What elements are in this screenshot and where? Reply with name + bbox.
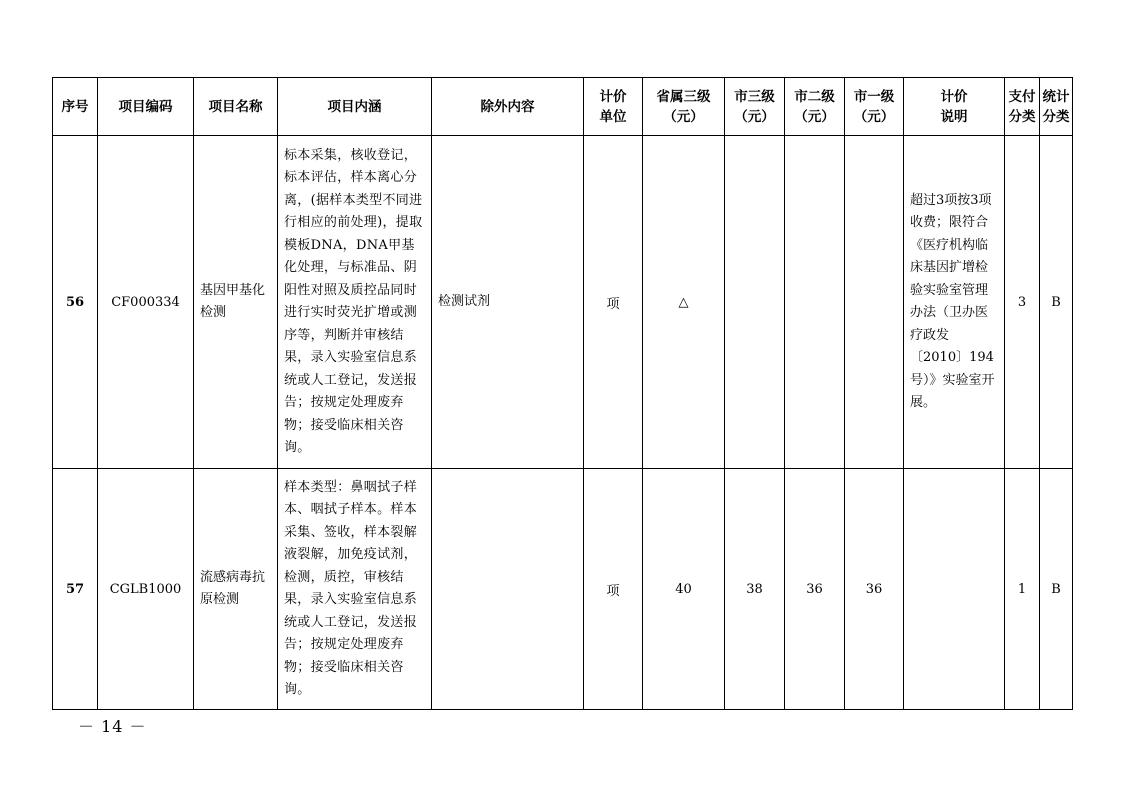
- header-city3-line1: 市三级: [734, 88, 775, 105]
- cell-content: 标本采集，核收登记，标本评估，样本离心分离，(据样本类型不同进行相应的前处理)，提取模板DNA，DNA甲基化处理，与标准品、阴阳性对照及质控品同时进行实时荧光扩增或测序等，判断并审核结果，录入实验室信息系统或人工登记，发送报告；按规定处理废弃物；接受临床相关咨询。: [278, 136, 432, 469]
- header-city3-line2: （元）: [734, 108, 775, 125]
- cell-seq: 57: [53, 469, 98, 710]
- table-header: [53, 78, 1073, 136]
- header-prov: [643, 78, 725, 136]
- cell-stat: B: [1040, 136, 1073, 469]
- header-stat: [1040, 78, 1073, 136]
- header-pay: [1005, 78, 1040, 136]
- header-pay-line1: 支付: [1008, 88, 1036, 105]
- header-city1: [845, 78, 904, 136]
- header-stat-line1: 统计: [1042, 88, 1070, 105]
- header-excluded: 除外内容: [432, 78, 584, 136]
- header-pay-line2: 分类: [1008, 108, 1036, 125]
- cell-prov: △: [643, 136, 725, 469]
- cell-city3: [725, 136, 785, 469]
- cell-city1: [845, 136, 904, 469]
- header-code: 项目编码: [98, 78, 194, 136]
- table-row: [53, 136, 1073, 469]
- header-city2: [785, 78, 845, 136]
- header-prov-line2: （元）: [663, 108, 704, 125]
- cell-city2: 36: [785, 469, 845, 710]
- cell-pay: 3: [1005, 136, 1040, 469]
- header-name: 项目名称: [194, 78, 278, 136]
- header-note-line1: 计价: [940, 88, 968, 105]
- cell-code: CF000334: [98, 136, 194, 469]
- page-number: － 14 －: [78, 717, 147, 736]
- cell-content: 样本类型：鼻咽拭子样本、咽拭子样本。样本采集、签收，样本裂解液裂解，加免疫试剂，检测，质控，审核结果，录入实验室信息系统或人工登记，发送报告；按规定处理废弃物；接受临床相关咨询。: [278, 469, 432, 710]
- cell-unit: 项: [584, 136, 643, 469]
- header-seq: 序号: [53, 78, 98, 136]
- header-unit-line2: 单位: [599, 108, 627, 125]
- cell-pay: 1: [1005, 469, 1040, 710]
- cell-excluded: 检测试剂: [432, 136, 584, 469]
- header-note: [904, 78, 1005, 136]
- cell-note: [904, 469, 1005, 710]
- header-unit-line1: 计价: [599, 88, 627, 105]
- header-city3: [725, 78, 785, 136]
- header-unit: [584, 78, 643, 136]
- header-stat-line2: 分类: [1042, 108, 1070, 125]
- cell-city2: [785, 136, 845, 469]
- header-city1-line1: 市一级: [853, 88, 895, 105]
- pricing-table: [52, 77, 1073, 710]
- cell-excluded: [432, 469, 584, 710]
- cell-note: 超过3项按3项收费；限符合《医疗机构临床基因扩增检验实验室管理办法（卫办医疗政发〔2010〕194号）》实验室开展。: [904, 136, 1005, 469]
- cell-city1: 36: [845, 469, 904, 710]
- header-content: 项目内涵: [278, 78, 432, 136]
- header-city1-line2: （元）: [853, 108, 895, 125]
- cell-name: 流感病毒抗原检测: [194, 469, 278, 710]
- header-city2-line1: 市二级: [794, 88, 835, 105]
- cell-unit: 项: [584, 469, 643, 710]
- header-note-line2: 说明: [940, 108, 968, 125]
- table-row: [53, 469, 1073, 710]
- header-city2-line2: （元）: [794, 108, 835, 125]
- cell-code: CGLB1000: [98, 469, 194, 710]
- cell-stat: B: [1040, 469, 1073, 710]
- cell-name: 基因甲基化检测: [194, 136, 278, 469]
- cell-prov: 40: [643, 469, 725, 710]
- header-prov-line1: 省属三级: [656, 88, 711, 105]
- cell-city3: 38: [725, 469, 785, 710]
- cell-seq: 56: [53, 136, 98, 469]
